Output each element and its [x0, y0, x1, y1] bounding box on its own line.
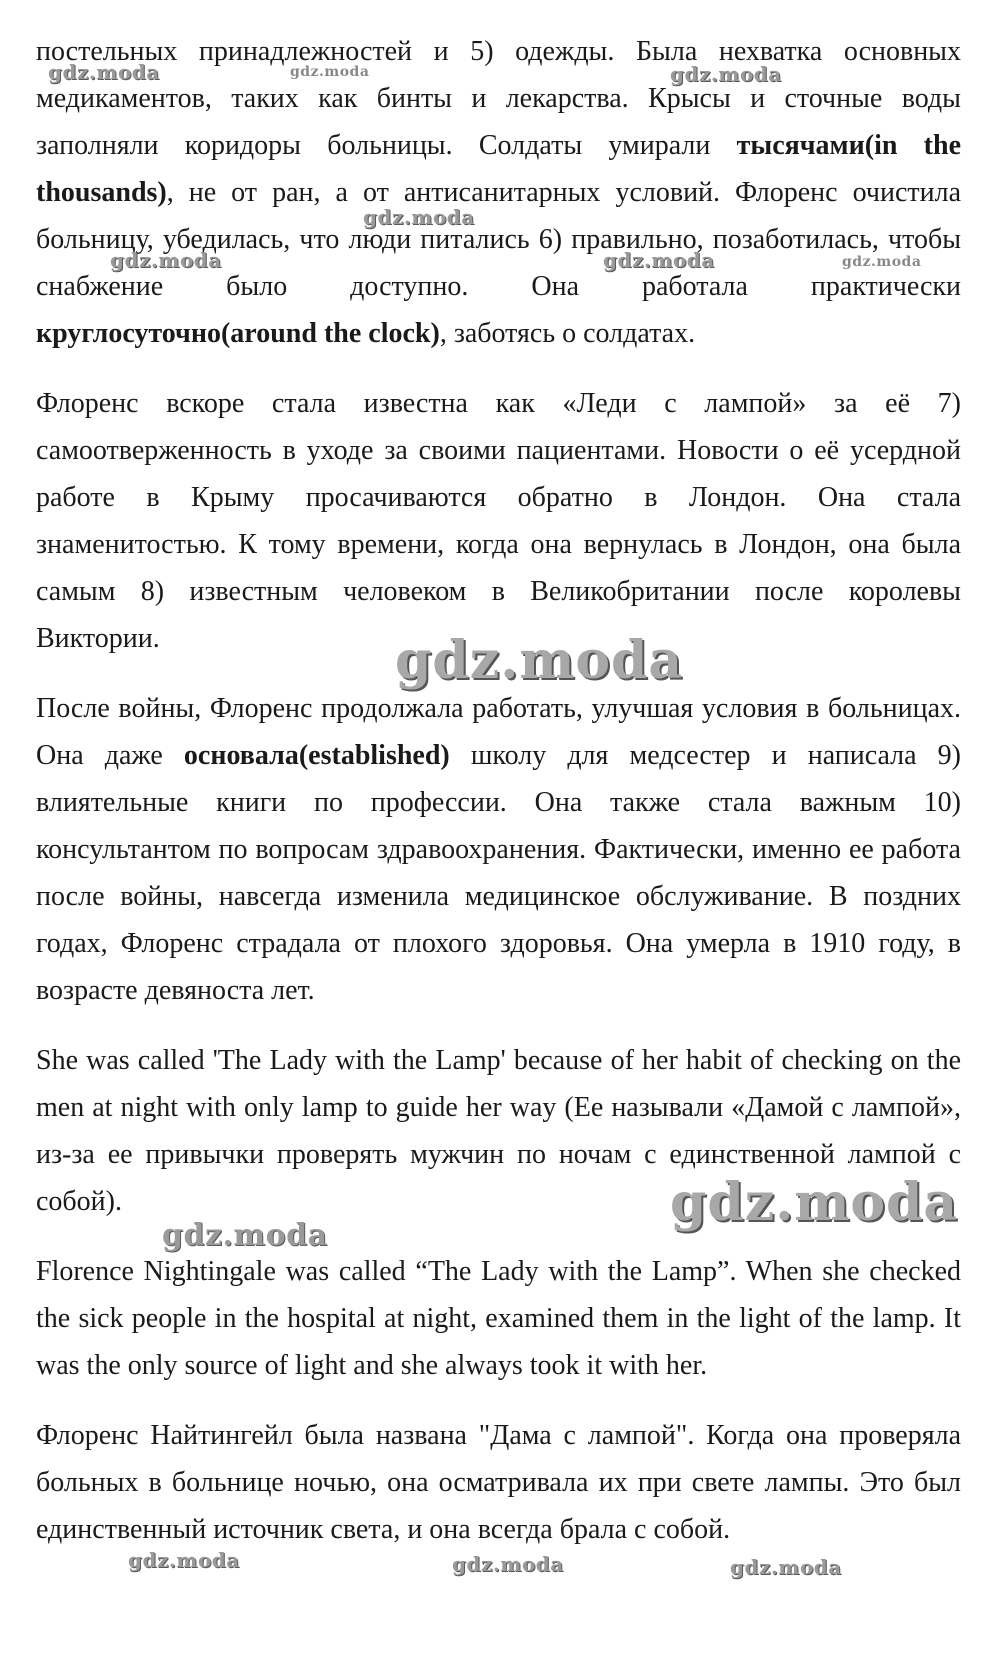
paragraph-2	[36, 380, 961, 662]
bold-term: основала(established)	[183, 740, 450, 771]
paragraph-3	[36, 685, 961, 1014]
paragraph-4-english-explanation	[36, 1037, 961, 1225]
watermark: gdz.moda	[110, 248, 222, 272]
text-segment: Флоренс Найтингейл была названа "Дама с лампой". Когда она проверяла больных в больнице ночью, она осматривала их при свете лампы. Это был единственный источник света, и она всегда брала с собой.	[36, 1420, 961, 1545]
text-segment: После войны, Флоренс продолжала работать, улучшая условия в больницах. Она даже	[36, 693, 961, 771]
watermark: gdz.moda	[603, 248, 715, 272]
text-segment: постельных принадлежностей и 5) одежды. Была нехватка основных медикаментов, таких как бинты и лекарства. Крысы и сточные воды заполняли коридоры больницы. Солдаты умирали	[36, 36, 961, 161]
watermark: gdz.moda	[730, 1555, 842, 1579]
text-segment: , заботясь о солдатах.	[439, 318, 696, 349]
watermark: gdz.moda	[842, 254, 922, 270]
paragraph-5-english-answer	[36, 1248, 961, 1389]
text-segment: школу для медсестер и написала 9) влиятельные книги по профессии. Она также стала важным 10) консультантом по вопросам здравоохранения. Фактически, именно ее работа после войны, навсегда изменила медицинское обслуживание. В поздних годах, Флоренс страдала от плохого здоровья. Она умерла в 1910 году, в возрасте девяноста лет.	[36, 740, 961, 1006]
watermark: gdz.moda	[363, 205, 475, 229]
watermark: gdz.moda	[670, 62, 782, 86]
text-segment: , не от ран, а от антисанитарных условий. Флоренс очистила больницу, убедилась, что люди питались 6) правильно, позаботилась, чтобы снабжение было доступно. Она работала практически	[36, 177, 961, 302]
watermark: gdz.moda	[162, 1218, 328, 1253]
paragraph-1	[36, 28, 961, 357]
document-page	[36, 28, 961, 1576]
bold-term: тысячами(in the thousands)	[36, 130, 962, 208]
text-segment: Florence Nightingale was called “The Lady with the Lamp”. When she checked the sick people in the hospital at night, examined them in the light of the lamp. It was the only source of light and she always took it with her.	[36, 1256, 961, 1381]
text-segment: She was called 'The Lady with the Lamp' because of her habit of checking on the men at night with only lamp to guide her way (Ее называли «Дамой с лампой», из-за ее привычки проверять мужчин по ночам с единственной лампой с собой).	[36, 1045, 961, 1217]
watermark: gdz.moda	[128, 1548, 240, 1572]
bold-term: круглосуточно(around the clock)	[36, 318, 440, 349]
paragraph-6-russian-translation	[36, 1412, 961, 1553]
watermark: gdz.moda	[395, 630, 684, 691]
watermark: gdz.moda	[290, 64, 370, 80]
watermark: gdz.moda	[452, 1552, 564, 1576]
text-segment: Флоренс вскоре стала известна как «Леди с лампой» за её 7) самоотверженность в уходе за своими пациентами. Новости о её усердной работе в Крыму просачиваются обратно в Лондон. Она стала знаменитостью. К тому времени, когда она вернулась в Лондон, она была самым 8) известным человеком в Великобритании после королевы Виктории.	[36, 388, 961, 654]
watermark: gdz.moda	[670, 1172, 959, 1233]
watermark: gdz.moda	[48, 60, 160, 84]
